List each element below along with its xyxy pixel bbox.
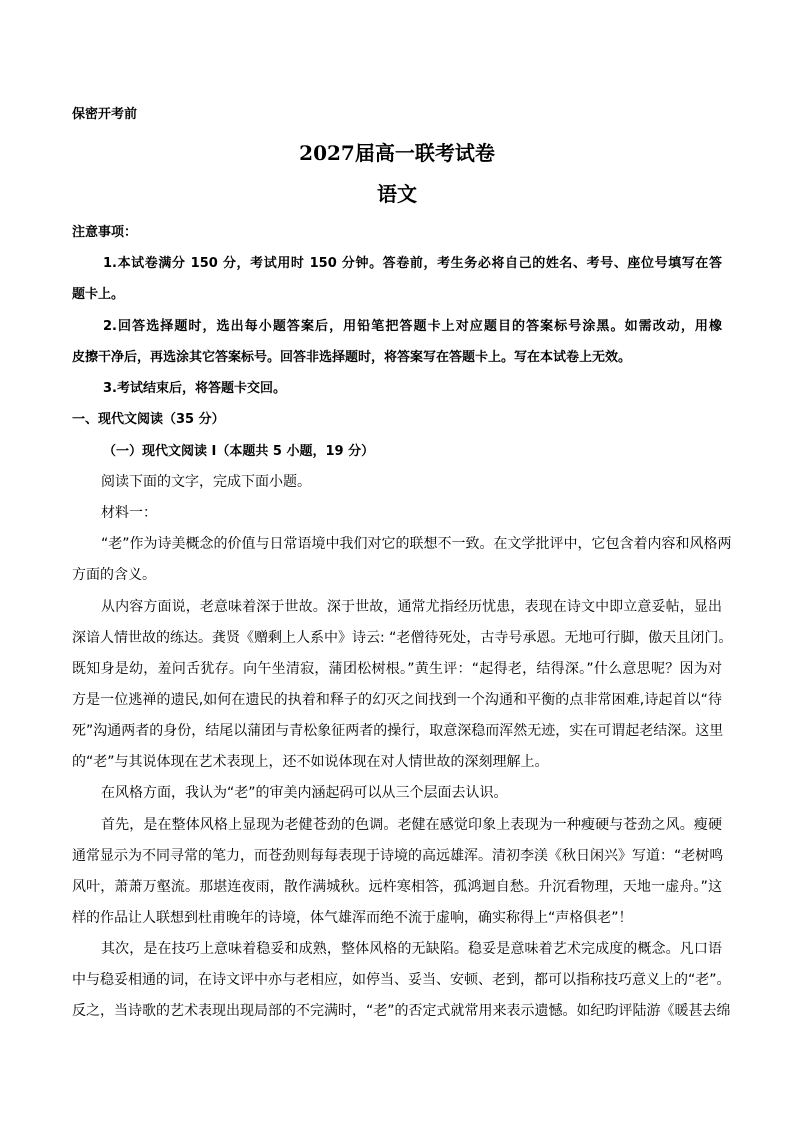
paragraph-2-line-1: 从内容方面说，老意味着深于世故。深于世故，通常尤指经历忧患，表现在诗文中即立意妥帖，显出 (101, 599, 722, 615)
paragraph-3-line-1: 在风格方面，我认为“老”的审美内涵起码可以从三个层面去认识。 (101, 785, 508, 801)
paragraph-5-line-1: 其次，是在技巧上意味着稳妥和成熟，整体风格的无缺陷。稳妥是意味着艺术完成度的概念。凡口语 (101, 941, 722, 957)
confidential-label: 保密开考前 (72, 107, 138, 122)
paragraph-5-line-3: 反之，当诗歌的艺术表现出现局部的不完满时，“老”的否定式就常用来表示遗憾。如纪昀评陆游《暖甚去绵 (72, 1003, 731, 1019)
subsection-heading: （一）现代文阅读 I（本题共 5 小题，19 分） (103, 444, 375, 459)
paragraph-4-line-4: 样的作品让人联想到杜甫晚年的诗境，体气雄浑而绝不流于虚响，确实称得上“声格俱老”！ (72, 910, 633, 926)
notice-heading: 注意事项： (72, 225, 138, 240)
notice-item-2-line-1: 2.回答选择题时，选出每小题答案后，用铅笔把答题卡上对应题目的答案标号涂黑。如需改动，用橡 (103, 319, 722, 334)
paragraph-1-line-1: “老”作为诗美概念的价值与日常语境中我们对它的联想不一致。在文学批评中，它包含着内容和风格两 (101, 536, 732, 552)
exam-title: 2027届高一联考试卷 (299, 141, 495, 165)
paragraph-4-line-3: 风叶，萧萧万壑流。那堪连夜雨，散作满城秋。远杵寒相答，孤鸿迴自愁。升沉看物理，天地一虚舟。”这 (72, 879, 722, 895)
paragraph-4-line-1: 首先，是在整体风格上显现为老健苍劲的色调。老健在感觉印象上表现为一种瘦硬与苍劲之风。瘦硬 (101, 817, 722, 833)
notice-item-1-line-2: 题卡上。 (72, 287, 125, 302)
paragraph-2-line-3: 既知身是幼，羞问舌犹存。向午坐清寂，蒲团松树根。”黄生评：“起得老，结得深。”什么意思呢？因为对 (72, 661, 722, 677)
subject-title: 语文 (377, 182, 417, 206)
notice-item-2-line-2: 皮擦干净后，再选涂其它答案标号。回答非选择题时，将答案写在答题卡上。写在本试卷上无效。 (72, 350, 632, 365)
notice-item-3: 3.考试结束后，将答题卡交回。 (103, 381, 286, 396)
paragraph-2-line-5: 死”沟通两者的身份，结尾以蒲团与青松象征两者的操行，取意深稳而浑然无迹，实在可谓起老结深。这里 (72, 723, 724, 739)
notice-item-1-line-1: 1.本试卷满分 150 分，考试用时 150 分钟。答卷前，考生务必将自己的姓名、考号、座位号填写在答 (103, 256, 722, 271)
paragraph-2-line-6: 的“老”与其说体现在艺术表现上，还不如说体现在对人情世故的深刻理解上。 (72, 754, 549, 770)
material-label: 材料一： (101, 505, 157, 521)
paragraph-2-line-4: 方是一位逃禅的遗民,如何在遗民的执着和释子的幻灭之间找到一个沟通和平衡的点非常困难,诗起首以“待 (72, 692, 722, 708)
paragraph-4-line-2: 通常显示为不同寻常的笔力，而苍劲则每每表现于诗境的高远雄浑。清初李渼《秋日闲兴》写道：“老树鸣 (72, 848, 724, 864)
section-heading: 一、现代文阅读（35 分） (72, 412, 225, 427)
paragraph-5-line-2: 中与稳妥相通的词，在诗文评中亦与老相应，如停当、妥当、安顿、老到，都可以指称技巧意义上的“老”。 (72, 972, 731, 988)
reading-instruction: 阅读下面的文字，完成下面小题。 (101, 474, 311, 490)
paragraph-1-line-2: 方面的含义。 (72, 567, 156, 583)
paragraph-2-line-2: 深谙人情世故的练达。龚贤《赠剩上人系中》诗云: “老僧待死处，古寺号承恩。无地可行脚，傲天且闭门。 (72, 630, 733, 646)
